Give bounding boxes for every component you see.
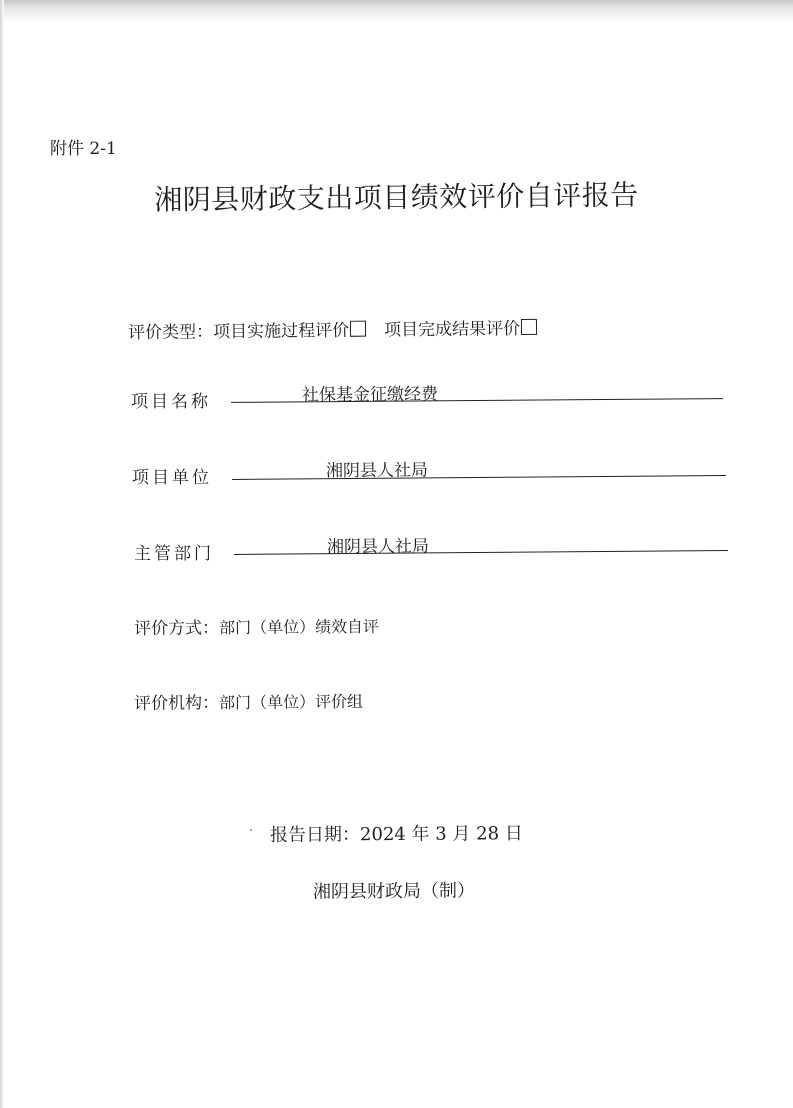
evaluation-method-row (134, 612, 379, 639)
evaluation-type-option-result: 项目完成结果评价 (383, 319, 521, 341)
evaluation-org-value: 部门（单位）评价组 (218, 692, 364, 713)
supervising-dept-label: 主管部门 (134, 544, 214, 564)
project-unit-value: 湘阴县人社局 (325, 460, 429, 482)
supervising-dept-underline (234, 550, 728, 555)
evaluation-type-row (128, 314, 537, 343)
evaluation-method-label: 评价方式： (133, 618, 220, 640)
project-name-value: 社保基金征缴经费 (301, 384, 439, 406)
project-unit-underline (232, 475, 726, 480)
checkbox-process[interactable] (350, 321, 366, 337)
project-unit-label: 项目单位 (132, 468, 212, 488)
page-title: 湘阴县财政支出项目绩效评价自评报告 (154, 178, 639, 217)
report-date: 报告日期：2024 年 3 月 28 日 (269, 823, 523, 846)
project-name-label: 项目名称 (131, 392, 211, 412)
evaluation-type-option-process: 项目实施过程评价 (212, 320, 350, 343)
scan-speck (250, 829, 252, 831)
supervising-dept-value: 湘阴县人社局 (326, 536, 430, 558)
issuer: 湘阴县财政局（制） (312, 880, 476, 903)
evaluation-org-label: 评价机构： (133, 693, 220, 714)
evaluation-type-label: 评价类型： (127, 322, 214, 344)
attachment-label: 附件 2-1 (50, 139, 117, 159)
evaluation-org-row (134, 687, 363, 714)
checkbox-result[interactable] (521, 319, 537, 335)
evaluation-method-value: 部门（单位）绩效自评 (218, 616, 380, 638)
